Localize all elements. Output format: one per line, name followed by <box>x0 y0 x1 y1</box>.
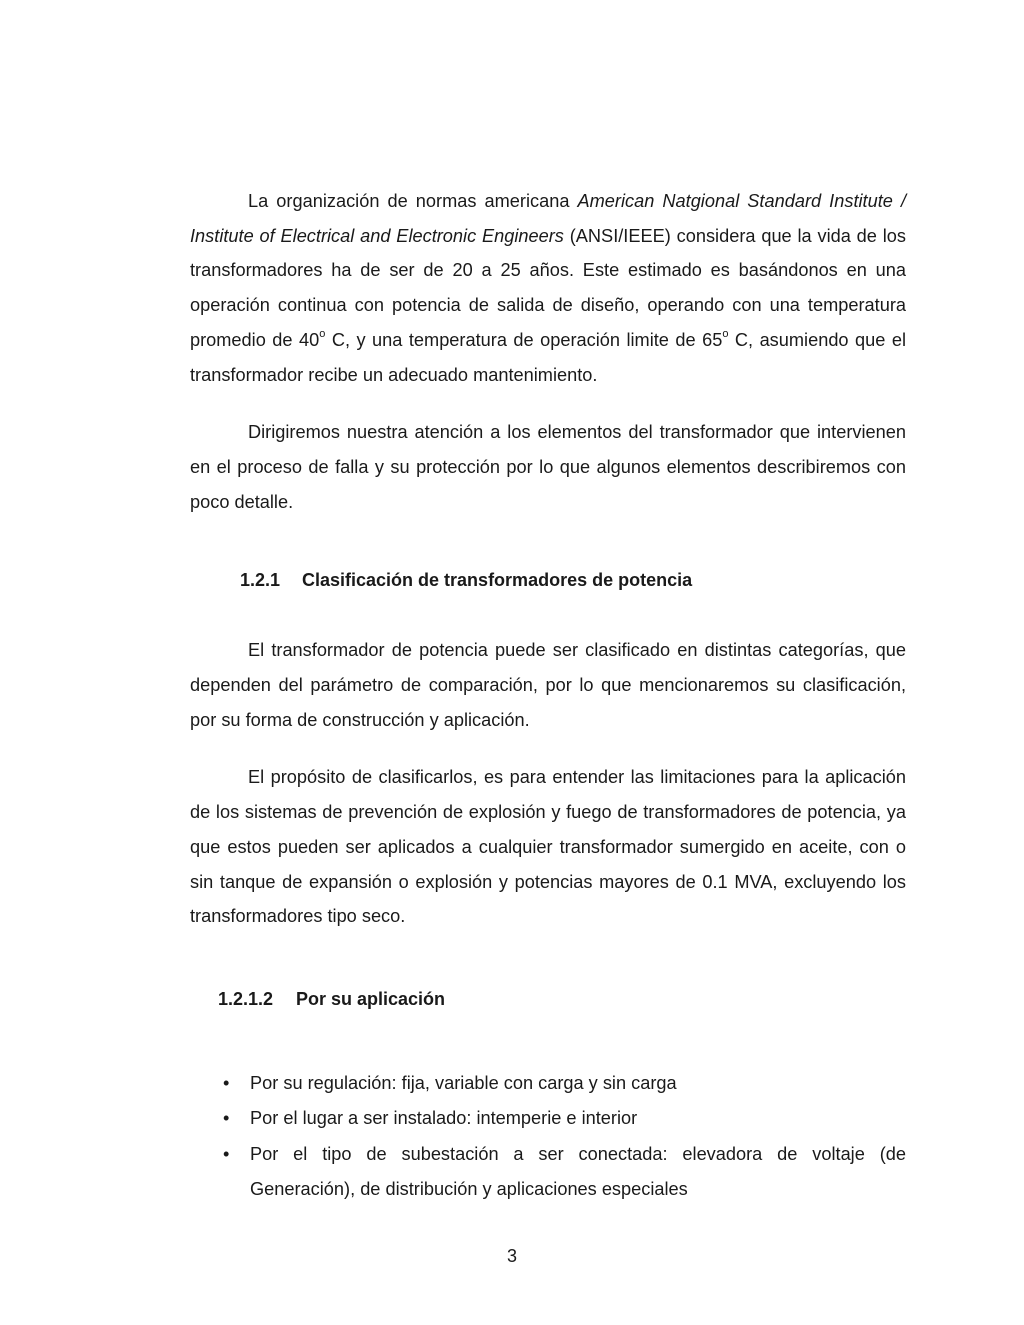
paragraph-text: C, y una temperatura de operación limite de 65 <box>325 329 723 350</box>
paragraph-categorias: El transformador de potencia puede ser clasificado en distintas categorías, que dependen del parámetro de comparación, por lo que mencionaremos su clasificación, por su forma de construcción y aplicación. <box>190 640 906 730</box>
section-number: 1.2.1 <box>240 570 281 591</box>
page-number: 3 <box>506 1246 517 1266</box>
paragraph-text: La organización de normas americana <box>248 191 578 211</box>
degree-superscript: o <box>319 327 326 340</box>
list-item-text: Por su regulación: fija, variable con carga y sin carga <box>250 1072 677 1093</box>
subsection-heading-aplicacion <box>218 982 906 1016</box>
list-item-text: Por el lugar a ser instalado: intemperie e interior <box>250 1108 638 1129</box>
bullet-list <box>190 1066 906 1208</box>
section-title: Clasificación de transformadores de potencia <box>302 570 693 591</box>
bullet-icon: • <box>223 1143 230 1164</box>
list-item <box>190 1101 906 1137</box>
degree-superscript: o <box>722 327 729 340</box>
paragraph-text: (ANSI/IEEE) considera que la vida de los transformadores ha de ser de 20 a 25 años. Este estimado es basándonos en una operación continua con potencia de salida de diseño, operando con una temperatura promedio de 40 <box>190 225 906 350</box>
list-item <box>190 1066 906 1102</box>
paragraph-text: C, asumiendo que el transformador recibe un adecuado mantenimiento. <box>190 329 906 385</box>
paragraph-atencion: Dirigiremos nuestra atención a los elementos del transformador que intervienen en el proceso de falla y su protección por lo que algunos elementos describiremos con poco detalle. <box>190 422 906 512</box>
subsection-number: 1.2.1.2 <box>218 988 274 1009</box>
bullet-icon: • <box>223 1108 230 1129</box>
document-body <box>190 184 906 1208</box>
subsection-title: Por su aplicación <box>296 988 446 1009</box>
paragraph-proposito: El propósito de clasificarlos, es para entender las limitaciones para la aplicación de los sistemas de prevención de explosión y fuego de transformadores de potencia, ya que estos pueden ser aplicados a cualquier transformador sumergido en aceite, con o sin tanque de expansión o explosión y potencias mayores de 0.1 MVA, excluyendo los transformadores tipo seco. <box>190 767 906 927</box>
institute-name: American Natgional Standard Institute / Institute of Electrical and Electronic Engineers <box>190 191 906 246</box>
section-heading-clasificacion <box>240 563 906 597</box>
paragraph-ansi-ieee <box>190 184 906 392</box>
list-item <box>190 1137 906 1208</box>
list-item-text: Por el tipo de subestación a ser conectada: elevadora de voltaje (de Generación), de distribución y aplicaciones especiales <box>250 1143 906 1200</box>
bullet-icon: • <box>223 1072 230 1093</box>
